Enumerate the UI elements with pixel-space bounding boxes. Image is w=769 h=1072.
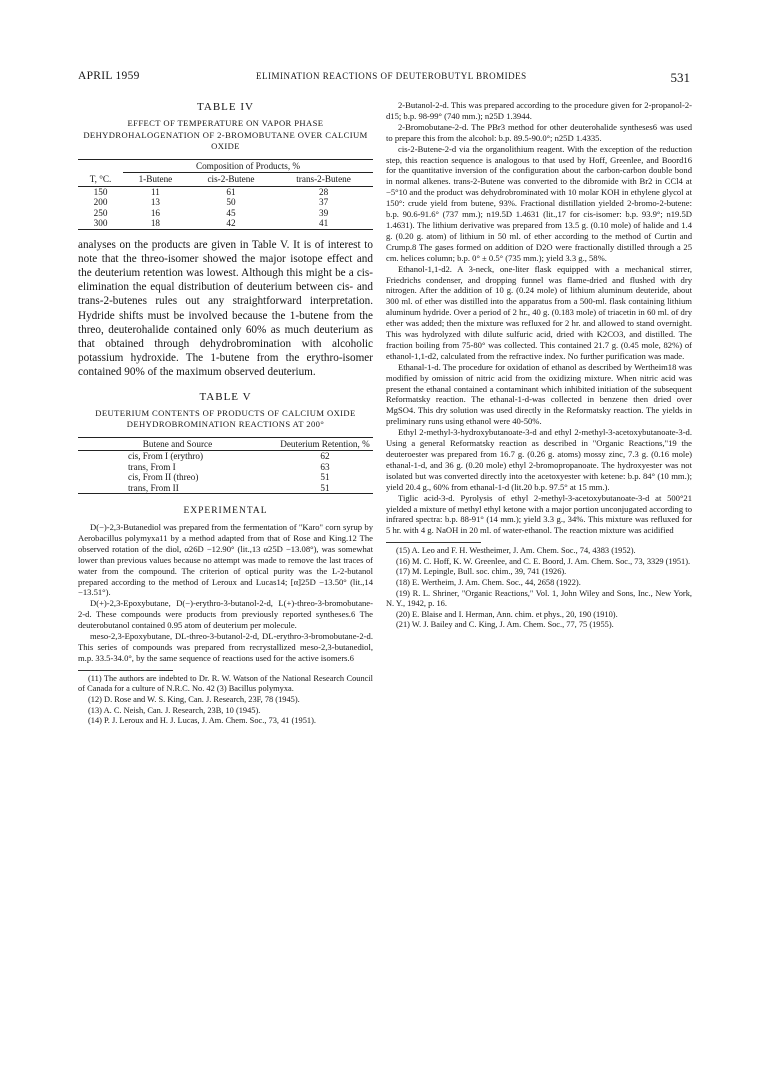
table-cell: 11	[150, 186, 160, 197]
table-5-row	[78, 462, 373, 473]
table-4-col-header: trans-2-Butene	[296, 174, 351, 184]
table-4-col-header: 1-Butene	[138, 174, 173, 184]
footnote: (15) A. Leo and F. H. Westheimer, J. Am. Chem. Soc., 74, 4383 (1952).	[396, 546, 636, 556]
footnote: (19) R. L. Shriner, "Organic Reactions," Vol. 1, John Wiley and Sons, Inc., New York, N. Y., 1942, p. 16.	[386, 588, 692, 609]
table-4-group-header: Composition of Products, %	[123, 159, 373, 173]
table-5-row	[78, 451, 373, 462]
footnote-divider	[78, 670, 173, 671]
table-4-col-header: cis-2-Butene	[207, 174, 255, 184]
procedure-paragraph: Ethanol-1,1-d2. A 3-neck, one-liter flask equipped with a mechanical stirrer, Friedrichs condenser, and dropping funnel was flame-dried and flushed with dry nitrogen. After the addition of 10 g. (0.24 mole) of lithium aluminum deuteride, about 300 ml. of ether was distilled into the apparatus from a 500-ml. flask containing lithium aluminum hydride. Over a period of 2 hr., 40 g. (0.183 mole) of triacetin in 60 ml. of dry ether was added; then the mixture was refluxed for 2 hr. and allowed to stand overnight. This was hydrolyzed with dilute sulfuric acid, dried with K2CO3, and distilled. The fraction boiling from 75-80° was collected. This contained 21.7 g. (0.45 mole, 82%) of ethanol-1,1-d2, calculated from the refractive index. No further purification was made.	[386, 263, 692, 361]
table-cell: 51	[320, 482, 330, 493]
results-paragraph: analyses on the products are given in Table V. It is of interest to note that the threo-isomer showed the major isotope effect and the deuterium retention was lowest. Although this might be a cis-elimination the equal distribution of deuterium between cis- and trans-2-butenes rules out any straightforward interpretation. Hydride shifts must be involved because the 1-butene from the threo, deuterohalide contained only 60% as much deuterium as that obtained through dehydrobromination with alcoholic potassium hydroxide. The 1-butene from the erythro-isomer contained 90% of the maximum observed deuterium.	[78, 238, 373, 379]
procedure-paragraph: 2-Bromobutane-2-d. The PBr3 method for other deuterohalide syntheses6 was used to prepare this from the alcohol: b.p. 89.5-90.0°; n25D 1.4335.	[386, 121, 692, 143]
table-4-row	[78, 218, 373, 229]
experimental-heading: EXPERIMENTAL	[183, 506, 268, 517]
table-5-label: TABLE V	[199, 390, 252, 403]
footnote: (14) P. J. Leroux and H. J. Lucas, J. Am. Chem. Soc., 73, 41 (1951).	[88, 716, 316, 726]
table-cell: cis, From II (threo)	[128, 472, 199, 483]
procedure-paragraph: 2-Butanol-2-d. This was prepared according to the procedure given for 2-propanol-2-d15; b.p. 98-99° (740 mm.); n25D 1.3944.	[386, 100, 692, 121]
procedure-paragraph: Ethanal-1-d. The procedure for oxidation of ethanol as described by Wertheim18 was modified by omission of nitric acid from the oxidizing mixture. When nitric acid was present the ethanal contained a contaminant which inhibited initiation of the subsequent Reformatsky reaction. The ethanal-1-d-was collected in benzene then dried over MgSO4. This dry solution was used directly in the Reformatsky reaction. The yields in preliminary runs using ethanol were 40-50%.	[386, 361, 692, 427]
table-cell: 50	[226, 197, 236, 207]
table-cell: 13	[150, 197, 160, 207]
footnote: (11) The authors are indebted to Dr. R. W. Watson of the National Research Council of Canada for a culture of N.R.C. No. 42 (3) Bacillus polymyxa.	[78, 673, 373, 694]
table-cell: 39	[318, 207, 329, 218]
footnote: (21) W. J. Bailey and C. King, J. Am. Chem. Soc., 77, 75 (1955).	[396, 620, 614, 630]
table-cell: 42	[226, 218, 236, 228]
table-cell: 63	[320, 461, 330, 472]
experimental-paragraph: meso-2,3-Epoxybutane, DL-threo-3-butanol-2-d, DL-erythro-3-bromobutane-2-d. This series of compounds was prepared from recrystallized meso-2,3-butanediol, m.p. 33.5-34.0°, by the same sequence of reactions used for the active isomers.6	[78, 631, 373, 663]
table-5-caption: DEUTERIUM CONTENTS OF PRODUCTS OF CALCIUM OXIDE DEHYDROBROMINATION REACTIONS AT 200°	[95, 407, 356, 430]
table-cell: 16	[150, 207, 160, 218]
right-column	[386, 100, 692, 631]
table-cell: 37	[318, 197, 329, 207]
table-5	[78, 437, 373, 495]
table-4-row	[78, 208, 373, 219]
table-5-col-header: Deuterium Retention, %	[280, 438, 370, 449]
procedure-paragraph: cis-2-Butene-2-d via the organolithium reagent. With the exception of the reduction step, this reaction sequence is analogous to that used by Hoff, Greenlee, and Boord16 for the quantitative inversion of the configuration about the carbon-carbon double bond in normal alkenes. trans-2-Butene was converted to the dibromide with Br2 in CCl4 at −5°10 and the product was dehydrobrominated with 10 molar KOH in ethylene glycol at 150°: crude yield from butene, 93%. Fractional distillation yielded 2-bromo-2-butene: b.p. 90.6-91.6° (737 mm.); n19.5D 1.4631 (lit.,17 for cis-isomer: b.p. 93.9°; n19.5D 1.4631). The lithium derivative was prepared from 13.5 g. (0.10 mole) of halide and 1.4 g. (0.20 g. atom) of lithium in 50 ml. of ether according to the method of Curtin and Crump.8 The gases formed on addition of D2O were fractionally distilled through a 25 cm. helices column; b.p. 0° ± 0.5° (735 mm.); yield 3.3 g., 58%.	[386, 143, 692, 263]
table-cell: 18	[150, 218, 160, 228]
table-4-col-header: T, °C.	[89, 174, 112, 184]
table-cell: 28	[318, 186, 329, 197]
table-cell: 61	[226, 186, 236, 197]
table-5-col-header: Butene and Source	[142, 438, 213, 449]
footnote: (18) E. Wertheim, J. Am. Chem. Soc., 44, 2658 (1922).	[396, 578, 581, 588]
table-cell: 200	[93, 197, 108, 207]
journal-date: APRIL 1959	[78, 70, 140, 82]
footnote: (12) D. Rose and W. S. King, Can. J. Research, 23F, 78 (1945).	[88, 695, 300, 704]
table-5-row	[78, 472, 373, 483]
table-cell: 41	[318, 218, 329, 228]
table-5-row	[78, 483, 373, 494]
table-cell: 45	[226, 207, 236, 218]
page-number: 531	[670, 70, 690, 85]
procedure-paragraph: Ethyl 2-methyl-3-hydroxybutanoate-3-d and ethyl 2-methyl-3-acetoxybutanoate-3-d. Using a general Reformatsky reaction as described in "Organic Reactions,"19 the deuteroester was prepared from 16.7 g. (0.26 g. atoms) mossy zinc, 7.3 g. (0.16 mole) ethanal-1-d, and 36 g. (0.20 mole) ethyl 2-bromopropanoate. The hydroxyester was not isolated but was converted directly into the acetoxyester with ketene: b.p. 84° (10 mm.); yield 20.4 g., 60% from ethanal-1-d (lit.20 b.p. 97.5° at 15 mm.).	[386, 427, 692, 492]
footnote: (13) A. C. Neish, Can. J. Research, 23B, 10 (1945).	[88, 705, 261, 715]
table-cell: 62	[320, 451, 330, 462]
table-cell: trans, From I	[128, 461, 176, 472]
table-cell: 51	[320, 472, 330, 483]
experimental-paragraph: D(−)-2,3-Butanediol was prepared from the fermentation of "Karo" corn syrup by Aerobacillus polymyxa11 by a method adapted from that of Rose and King.12 The observed rotation of the diol, α26D −12.90° (lit.,13 α25D −13.08°), was somewhat lower than previous values because no attempt was made to remove the last traces of water from the compound. The criterion of optical purity was the L-2-butanol prepared according to the method of Leroux and Lucas14; [α]25D −13.50° (lit.,14 −13.51°).	[78, 522, 373, 598]
running-title: ELIMINATION REACTIONS OF DEUTEROBUTYL BROMIDES	[256, 71, 527, 81]
footnote-divider	[386, 542, 481, 543]
running-header	[78, 70, 690, 86]
table-4-caption: EFFECT OF TEMPERATURE ON VAPOR PHASE DEHYDROHALOGENATION OF 2-BROMOBUTANE OVER CALCIUM OXIDE	[83, 118, 368, 151]
footnote: (20) E. Blaise and I. Herman, Ann. chim. et phys., 20, 190 (1910).	[396, 609, 618, 619]
table-4-row	[78, 197, 373, 208]
footnote: (17) M. Lepingle, Bull. soc. chim., 39, 741 (1926).	[396, 567, 567, 577]
footnote: (16) M. C. Hoff, K. W. Greenlee, and C. E. Boord, J. Am. Chem. Soc., 73, 3329 (1951).	[396, 556, 691, 566]
table-cell: 150	[93, 186, 108, 197]
procedure-paragraph: Tiglic acid-3-d. Pyrolysis of ethyl 2-methyl-3-acetoxybutanoate-3-d at 500°21 yielded a mixture of methyl ethyl ketone with a major portion unconjugated according to infrared spectra: b.p. 88-91° (14 mm.); yield 3.3 g., 34%. This mixture was refluxed for 5 hr. with 4 g. NaOH in 20 ml. of water-ethanol. The reaction mixture was acidified	[386, 492, 692, 536]
table-cell: 300	[93, 218, 108, 228]
table-4-label: TABLE IV	[197, 101, 254, 113]
table-4-row	[78, 186, 373, 197]
table-4	[78, 159, 373, 230]
table-cell: trans, From II	[128, 482, 179, 493]
left-column	[78, 100, 373, 727]
table-cell: cis, From I (erythro)	[128, 451, 204, 462]
experimental-paragraph: D(+)-2,3-Epoxybutane, D(−)-erythro-3-butanol-2-d, L(+)-threo-3-bromobutane-2-d. These compounds were products from previously reported syntheses.6 The deuterobutanol contained 0.95 atom of deuterium per molecule.	[78, 598, 373, 631]
table-cell: 250	[93, 207, 108, 218]
